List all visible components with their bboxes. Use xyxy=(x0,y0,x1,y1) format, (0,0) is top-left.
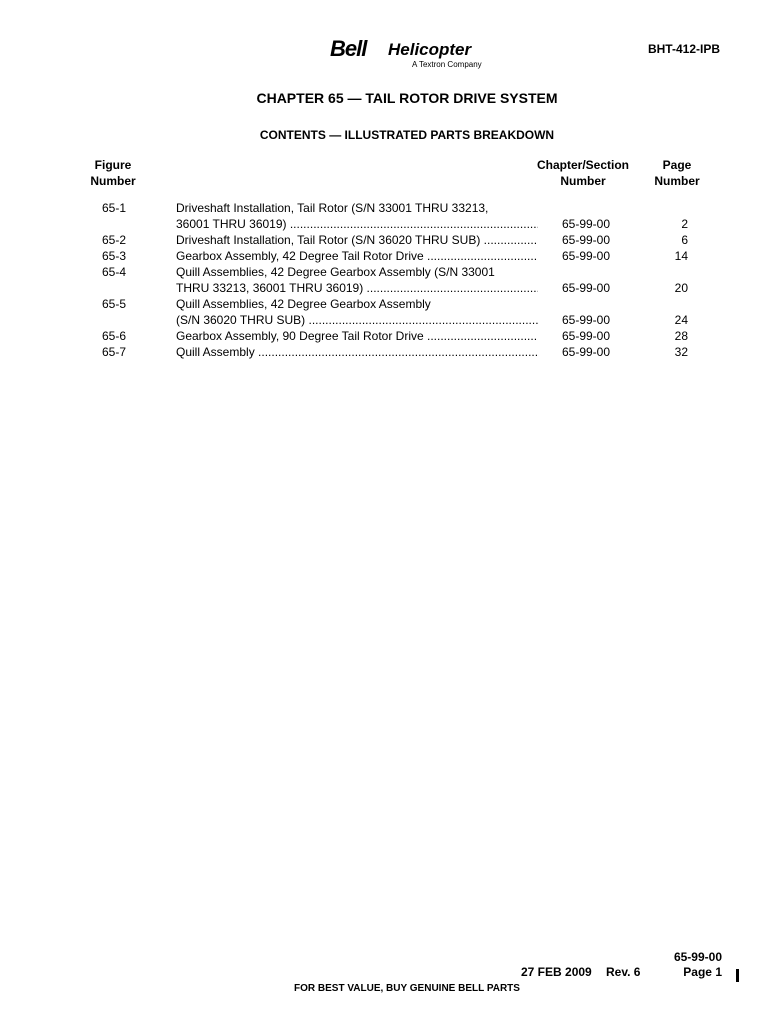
figure-title xyxy=(176,344,538,360)
table-row xyxy=(0,248,768,264)
chapter-section-number: 65-99-00 xyxy=(561,281,611,295)
document-id: BHT-412-IPB xyxy=(647,42,720,56)
chapter-section-number: 65-99-00 xyxy=(561,345,611,359)
table-row xyxy=(0,200,768,232)
table-row xyxy=(0,296,768,328)
footer-slogan: FOR BEST VALUE, BUY GENUINE BELL PARTS xyxy=(294,983,520,994)
chapter-section-number: 65-99-00 xyxy=(561,329,611,343)
figure-number: 65-6 xyxy=(101,329,127,343)
footer-page-number: Page 1 xyxy=(683,965,722,979)
table-row xyxy=(0,232,768,248)
chapter-title: CHAPTER 65 — TAIL ROTOR DRIVE SYSTEM xyxy=(256,90,558,106)
figure-title-line: Driveshaft Installation, Tail Rotor (S/N 33001 THRU 33213, xyxy=(176,201,489,215)
page-number: 20 xyxy=(674,281,688,295)
figure-title xyxy=(176,328,538,344)
table-row xyxy=(0,264,768,296)
chapter-section-number: 65-99-00 xyxy=(561,249,611,263)
change-bar xyxy=(736,969,739,982)
chapter-section-number: 65-99-00 xyxy=(561,233,611,247)
logo-tagline: A Textron Company xyxy=(412,60,482,69)
table-row xyxy=(0,344,768,360)
figure-title-line: Quill Assemblies, 42 Degree Gearbox Assembly (S/N 33001 xyxy=(176,265,495,279)
figure-number: 65-7 xyxy=(101,345,127,359)
table-row xyxy=(0,328,768,344)
figure-number: 65-1 xyxy=(101,201,127,215)
figure-title-line: Driveshaft Installation, Tail Rotor (S/N 36020 THRU SUB) ..... xyxy=(176,232,538,248)
page-number: 2 xyxy=(681,217,688,231)
figure-title-line: THRU 33213, 36001 THRU 36019) ..... xyxy=(176,280,538,296)
column-header-chapter-line1: Chapter/Section xyxy=(536,158,629,172)
column-header-page-line1: Page xyxy=(662,158,692,172)
contents-table xyxy=(0,200,768,360)
figure-title xyxy=(176,248,538,264)
page-number: 32 xyxy=(674,345,688,359)
figure-number: 65-5 xyxy=(101,297,127,311)
figure-title-line: Gearbox Assembly, 42 Degree Tail Rotor Drive ..... xyxy=(176,248,538,264)
figure-number: 65-2 xyxy=(101,233,127,247)
page-number: 14 xyxy=(674,249,688,263)
column-header-figure-line1: Figure xyxy=(94,158,132,172)
figure-title xyxy=(176,200,538,232)
column-header-chapter-section xyxy=(528,157,638,189)
figure-title-line: 36001 THRU 36019) ..... xyxy=(176,216,538,232)
page-number: 28 xyxy=(674,329,688,343)
figure-title xyxy=(176,296,538,328)
figure-number: 65-3 xyxy=(101,249,127,263)
footer-date: 27 FEB 2009 xyxy=(521,965,592,979)
column-header-chapter-line2: Number xyxy=(560,174,606,188)
page-number: 24 xyxy=(674,313,688,327)
chapter-section-number: 65-99-00 xyxy=(561,313,611,327)
logo-helicopter-wordmark: Helicopter xyxy=(388,40,472,59)
column-header-figure-line2: Number xyxy=(90,174,136,188)
figure-title-line: Gearbox Assembly, 90 Degree Tail Rotor Drive ..... xyxy=(176,328,538,344)
footer-section-code: 65-99-00 xyxy=(673,950,722,964)
chapter-section-number: 65-99-00 xyxy=(561,217,611,231)
column-header-figure xyxy=(82,157,144,189)
column-header-page-line2: Number xyxy=(654,174,700,188)
figure-title-line: Quill Assemblies, 42 Degree Gearbox Assembly xyxy=(176,297,431,311)
figure-number: 65-4 xyxy=(101,265,127,279)
figure-title-line: Quill Assembly ..... xyxy=(176,344,538,360)
figure-title xyxy=(176,264,538,296)
page-number: 6 xyxy=(681,233,688,247)
footer-revision: Rev. 6 xyxy=(606,965,641,979)
column-header-page xyxy=(648,157,706,189)
contents-title: CONTENTS — ILLUSTRATED PARTS BREAKDOWN xyxy=(259,128,555,142)
figure-title xyxy=(176,232,538,248)
logo-bell-wordmark: Bell xyxy=(330,36,367,61)
bell-helicopter-logo xyxy=(330,38,490,72)
figure-title-line: (S/N 36020 THRU SUB) ..... xyxy=(176,312,538,328)
